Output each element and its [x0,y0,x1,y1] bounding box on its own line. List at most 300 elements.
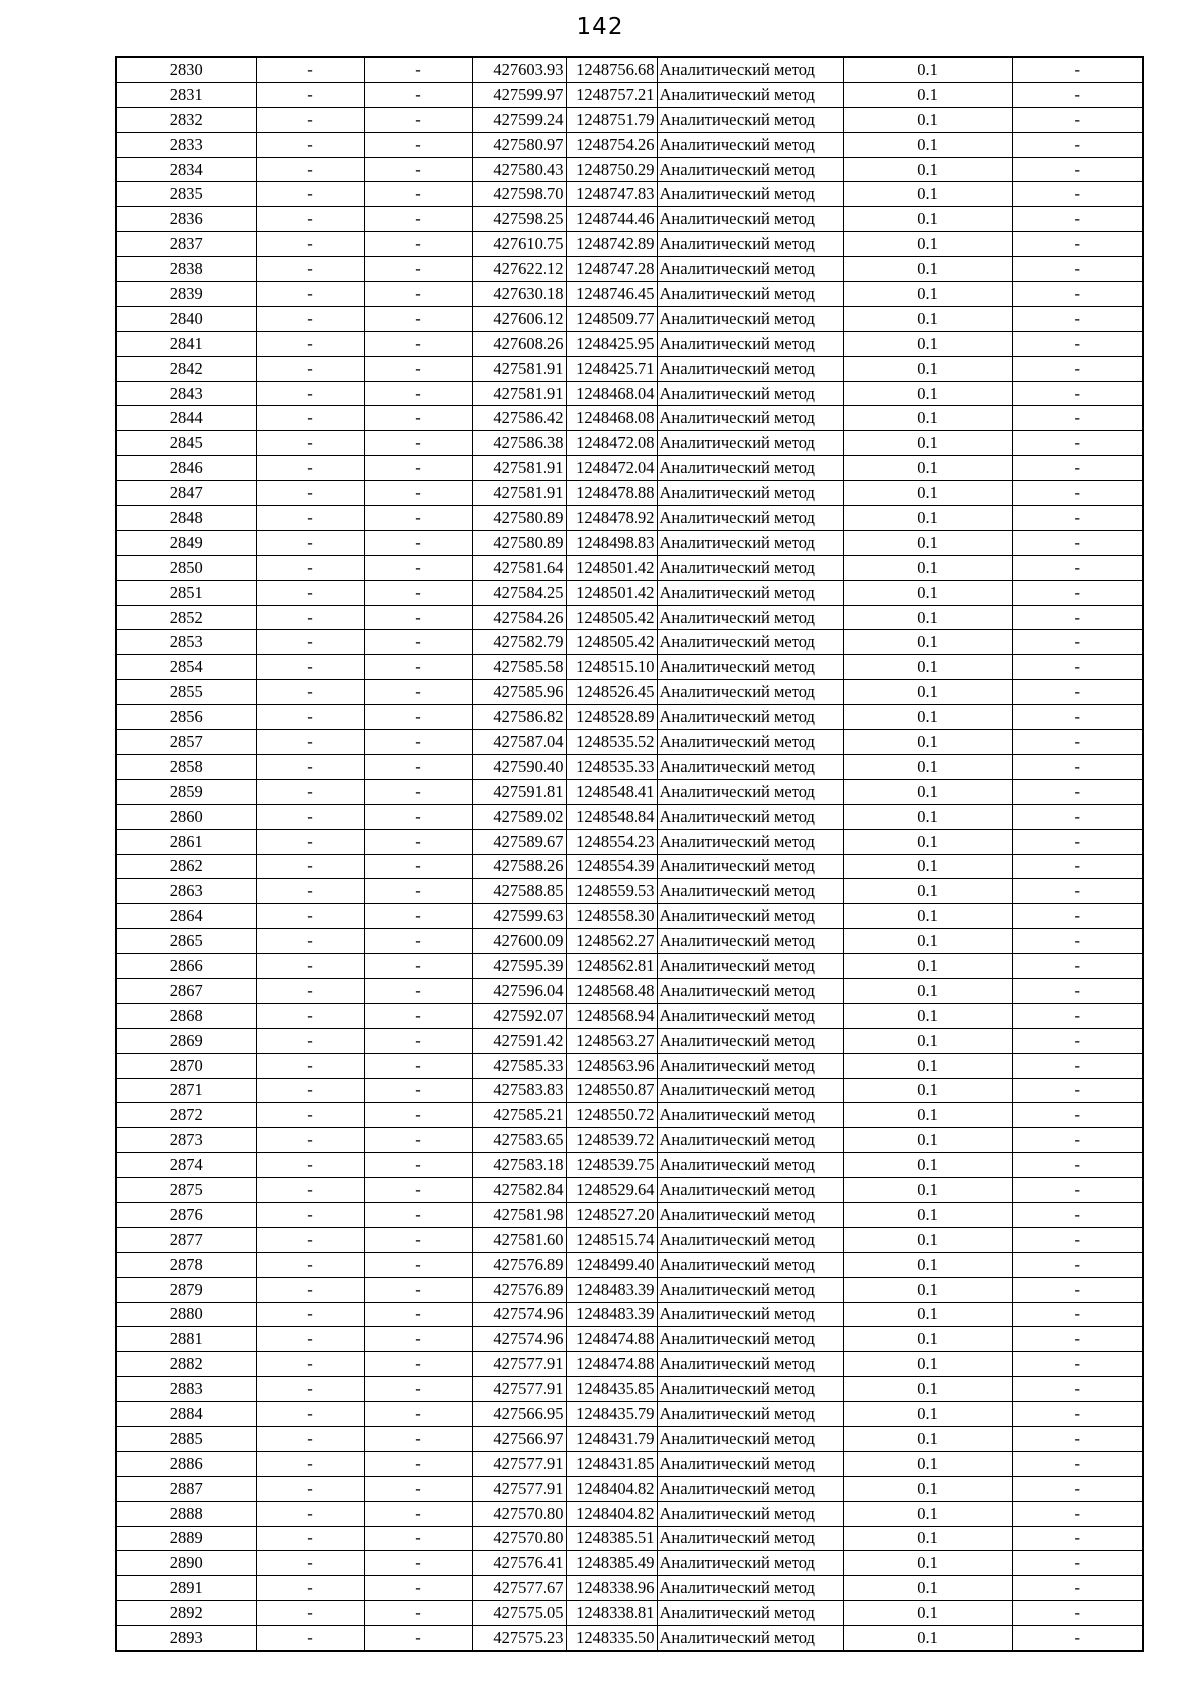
y-coordinate-cell: 1248505.42 [566,630,657,655]
method-cell: Аналитический метод [657,1576,843,1601]
dash-cell: - [364,854,472,879]
table-row [116,1476,1143,1501]
point-number-cell: 2882 [116,1352,256,1377]
table-row [116,182,1143,207]
point-number-cell: 2842 [116,356,256,381]
table-row [116,207,1143,232]
point-number-cell: 2863 [116,879,256,904]
point-number-cell: 2892 [116,1601,256,1626]
table-row [116,282,1143,307]
dash-cell: - [364,82,472,107]
x-coordinate-cell: 427584.25 [472,580,566,605]
table-row [116,1501,1143,1526]
table-row [116,1352,1143,1377]
point-number-cell: 2867 [116,978,256,1003]
table-row [116,1003,1143,1028]
x-coordinate-cell: 427581.91 [472,356,566,381]
dash-cell: - [364,107,472,132]
method-cell: Аналитический метод [657,1426,843,1451]
accuracy-cell: 0.1 [843,630,1012,655]
method-cell: Аналитический метод [657,1178,843,1203]
accuracy-cell: 0.1 [843,1252,1012,1277]
table-row [116,1451,1143,1476]
method-cell: Аналитический метод [657,1003,843,1028]
dash-cell: - [1012,1128,1143,1153]
accuracy-cell: 0.1 [843,804,1012,829]
method-cell: Аналитический метод [657,829,843,854]
y-coordinate-cell: 1248562.27 [566,929,657,954]
point-number-cell: 2868 [116,1003,256,1028]
dash-cell: - [1012,978,1143,1003]
dash-cell: - [364,282,472,307]
accuracy-cell: 0.1 [843,57,1012,82]
method-cell: Аналитический метод [657,1302,843,1327]
dash-cell: - [364,580,472,605]
x-coordinate-cell: 427574.96 [472,1302,566,1327]
dash-cell: - [364,331,472,356]
accuracy-cell: 0.1 [843,107,1012,132]
method-cell: Аналитический метод [657,555,843,580]
accuracy-cell: 0.1 [843,929,1012,954]
dash-cell: - [364,1053,472,1078]
method-cell: Аналитический метод [657,1227,843,1252]
dash-cell: - [256,804,364,829]
x-coordinate-cell: 427576.89 [472,1252,566,1277]
x-coordinate-cell: 427608.26 [472,331,566,356]
table-row [116,1526,1143,1551]
dash-cell: - [364,978,472,1003]
accuracy-cell: 0.1 [843,904,1012,929]
x-coordinate-cell: 427577.91 [472,1451,566,1476]
table-row [116,530,1143,555]
x-coordinate-cell: 427589.67 [472,829,566,854]
dash-cell: - [364,1202,472,1227]
table-row [116,1277,1143,1302]
x-coordinate-cell: 427600.09 [472,929,566,954]
point-number-cell: 2870 [116,1053,256,1078]
accuracy-cell: 0.1 [843,1053,1012,1078]
method-cell: Аналитический метод [657,954,843,979]
dash-cell: - [256,232,364,257]
x-coordinate-cell: 427580.43 [472,157,566,182]
dash-cell: - [364,182,472,207]
dash-cell: - [1012,904,1143,929]
dash-cell: - [256,157,364,182]
y-coordinate-cell: 1248404.82 [566,1501,657,1526]
x-coordinate-cell: 427583.18 [472,1153,566,1178]
y-coordinate-cell: 1248431.85 [566,1451,657,1476]
y-coordinate-cell: 1248468.04 [566,381,657,406]
dash-cell: - [1012,929,1143,954]
method-cell: Аналитический метод [657,381,843,406]
point-number-cell: 2869 [116,1028,256,1053]
dash-cell: - [256,107,364,132]
dash-cell: - [256,854,364,879]
dash-cell: - [1012,182,1143,207]
dash-cell: - [1012,257,1143,282]
point-number-cell: 2856 [116,705,256,730]
table-row [116,107,1143,132]
x-coordinate-cell: 427585.21 [472,1103,566,1128]
dash-cell: - [364,1277,472,1302]
table-row [116,132,1143,157]
point-number-cell: 2880 [116,1302,256,1327]
dash-cell: - [1012,580,1143,605]
x-coordinate-cell: 427576.89 [472,1277,566,1302]
table-row [116,779,1143,804]
dash-cell: - [1012,1626,1143,1651]
x-coordinate-cell: 427570.80 [472,1501,566,1526]
dash-cell: - [364,306,472,331]
table-row [116,506,1143,531]
point-number-cell: 2845 [116,431,256,456]
dash-cell: - [364,1526,472,1551]
point-number-cell: 2832 [116,107,256,132]
y-coordinate-cell: 1248515.74 [566,1227,657,1252]
accuracy-cell: 0.1 [843,1003,1012,1028]
accuracy-cell: 0.1 [843,506,1012,531]
dash-cell: - [1012,954,1143,979]
point-number-cell: 2843 [116,381,256,406]
dash-cell: - [256,580,364,605]
method-cell: Аналитический метод [657,182,843,207]
accuracy-cell: 0.1 [843,1426,1012,1451]
point-number-cell: 2872 [116,1103,256,1128]
method-cell: Аналитический метод [657,1078,843,1103]
dash-cell: - [256,954,364,979]
accuracy-cell: 0.1 [843,1202,1012,1227]
dash-cell: - [364,555,472,580]
y-coordinate-cell: 1248562.81 [566,954,657,979]
dash-cell: - [1012,1252,1143,1277]
dash-cell: - [364,381,472,406]
accuracy-cell: 0.1 [843,555,1012,580]
dash-cell: - [364,954,472,979]
x-coordinate-cell: 427622.12 [472,257,566,282]
dash-cell: - [256,1501,364,1526]
point-number-cell: 2887 [116,1476,256,1501]
y-coordinate-cell: 1248335.50 [566,1626,657,1651]
x-coordinate-cell: 427575.05 [472,1601,566,1626]
table-row [116,1426,1143,1451]
table-row [116,1551,1143,1576]
accuracy-cell: 0.1 [843,730,1012,755]
accuracy-cell: 0.1 [843,257,1012,282]
dash-cell: - [256,530,364,555]
dash-cell: - [1012,829,1143,854]
method-cell: Аналитический метод [657,1053,843,1078]
dash-cell: - [1012,1501,1143,1526]
point-number-cell: 2857 [116,730,256,755]
point-number-cell: 2859 [116,779,256,804]
x-coordinate-cell: 427577.67 [472,1576,566,1601]
point-number-cell: 2885 [116,1426,256,1451]
method-cell: Аналитический метод [657,207,843,232]
table-row [116,580,1143,605]
accuracy-cell: 0.1 [843,381,1012,406]
accuracy-cell: 0.1 [843,331,1012,356]
dash-cell: - [256,132,364,157]
y-coordinate-cell: 1248568.94 [566,1003,657,1028]
point-number-cell: 2873 [116,1128,256,1153]
dash-cell: - [1012,530,1143,555]
y-coordinate-cell: 1248435.79 [566,1402,657,1427]
method-cell: Аналитический метод [657,580,843,605]
dash-cell: - [1012,1601,1143,1626]
y-coordinate-cell: 1248431.79 [566,1426,657,1451]
method-cell: Аналитический метод [657,1551,843,1576]
accuracy-cell: 0.1 [843,406,1012,431]
dash-cell: - [256,1526,364,1551]
table-row [116,1327,1143,1352]
dash-cell: - [364,804,472,829]
dash-cell: - [1012,1078,1143,1103]
dash-cell: - [256,904,364,929]
point-number-cell: 2830 [116,57,256,82]
dash-cell: - [1012,779,1143,804]
y-coordinate-cell: 1248483.39 [566,1302,657,1327]
dash-cell: - [256,1302,364,1327]
dash-cell: - [1012,804,1143,829]
y-coordinate-cell: 1248526.45 [566,680,657,705]
table-row [116,1626,1143,1651]
table-row [116,1153,1143,1178]
y-coordinate-cell: 1248404.82 [566,1476,657,1501]
dash-cell: - [1012,1053,1143,1078]
accuracy-cell: 0.1 [843,1028,1012,1053]
dash-cell: - [364,1551,472,1576]
method-cell: Аналитический метод [657,530,843,555]
accuracy-cell: 0.1 [843,1178,1012,1203]
x-coordinate-cell: 427590.40 [472,754,566,779]
dash-cell: - [256,1202,364,1227]
y-coordinate-cell: 1248535.33 [566,754,657,779]
method-cell: Аналитический метод [657,630,843,655]
dash-cell: - [364,730,472,755]
dash-cell: - [1012,331,1143,356]
method-cell: Аналитический метод [657,157,843,182]
dash-cell: - [364,680,472,705]
point-number-cell: 2853 [116,630,256,655]
dash-cell: - [364,257,472,282]
x-coordinate-cell: 427599.97 [472,82,566,107]
point-number-cell: 2890 [116,1551,256,1576]
dash-cell: - [364,456,472,481]
method-cell: Аналитический метод [657,1526,843,1551]
dash-cell: - [1012,730,1143,755]
coordinates-table [115,56,1144,1652]
method-cell: Аналитический метод [657,929,843,954]
y-coordinate-cell: 1248747.83 [566,182,657,207]
dash-cell: - [256,182,364,207]
y-coordinate-cell: 1248548.84 [566,804,657,829]
x-coordinate-cell: 427586.42 [472,406,566,431]
y-coordinate-cell: 1248505.42 [566,605,657,630]
method-cell: Аналитический метод [657,132,843,157]
table-row [116,381,1143,406]
point-number-cell: 2849 [116,530,256,555]
table-row [116,978,1143,1003]
method-cell: Аналитический метод [657,680,843,705]
x-coordinate-cell: 427577.91 [472,1352,566,1377]
y-coordinate-cell: 1248746.45 [566,282,657,307]
y-coordinate-cell: 1248501.42 [566,555,657,580]
dash-cell: - [364,431,472,456]
dash-cell: - [1012,1103,1143,1128]
table-row [116,431,1143,456]
point-number-cell: 2879 [116,1277,256,1302]
accuracy-cell: 0.1 [843,1103,1012,1128]
y-coordinate-cell: 1248747.28 [566,257,657,282]
x-coordinate-cell: 427584.26 [472,605,566,630]
accuracy-cell: 0.1 [843,1576,1012,1601]
method-cell: Аналитический метод [657,1451,843,1476]
x-coordinate-cell: 427588.85 [472,879,566,904]
accuracy-cell: 0.1 [843,854,1012,879]
table-row [116,306,1143,331]
dash-cell: - [256,506,364,531]
method-cell: Аналитический метод [657,107,843,132]
dash-cell: - [1012,431,1143,456]
x-coordinate-cell: 427581.91 [472,456,566,481]
dash-cell: - [256,1078,364,1103]
y-coordinate-cell: 1248756.68 [566,57,657,82]
x-coordinate-cell: 427586.38 [472,431,566,456]
dash-cell: - [364,1576,472,1601]
x-coordinate-cell: 427592.07 [472,1003,566,1028]
x-coordinate-cell: 427581.98 [472,1202,566,1227]
y-coordinate-cell: 1248478.92 [566,506,657,531]
method-cell: Аналитический метод [657,481,843,506]
dash-cell: - [364,1426,472,1451]
y-coordinate-cell: 1248527.20 [566,1202,657,1227]
x-coordinate-cell: 427599.63 [472,904,566,929]
table-row [116,929,1143,954]
dash-cell: - [364,1327,472,1352]
x-coordinate-cell: 427581.91 [472,481,566,506]
x-coordinate-cell: 427566.95 [472,1402,566,1427]
method-cell: Аналитический метод [657,406,843,431]
y-coordinate-cell: 1248468.08 [566,406,657,431]
y-coordinate-cell: 1248568.48 [566,978,657,1003]
dash-cell: - [256,306,364,331]
method-cell: Аналитический метод [657,431,843,456]
point-number-cell: 2865 [116,929,256,954]
y-coordinate-cell: 1248478.88 [566,481,657,506]
method-cell: Аналитический метод [657,232,843,257]
point-number-cell: 2852 [116,605,256,630]
dash-cell: - [256,207,364,232]
dash-cell: - [1012,655,1143,680]
point-number-cell: 2881 [116,1327,256,1352]
dash-cell: - [364,779,472,804]
dash-cell: - [364,406,472,431]
y-coordinate-cell: 1248474.88 [566,1352,657,1377]
dash-cell: - [364,1128,472,1153]
y-coordinate-cell: 1248338.96 [566,1576,657,1601]
dash-cell: - [256,57,364,82]
accuracy-cell: 0.1 [843,1153,1012,1178]
method-cell: Аналитический метод [657,57,843,82]
dash-cell: - [364,655,472,680]
method-cell: Аналитический метод [657,1476,843,1501]
y-coordinate-cell: 1248558.30 [566,904,657,929]
table-row [116,954,1143,979]
dash-cell: - [256,1128,364,1153]
point-number-cell: 2862 [116,854,256,879]
table-row [116,1227,1143,1252]
point-number-cell: 2855 [116,680,256,705]
accuracy-cell: 0.1 [843,829,1012,854]
dash-cell: - [364,1501,472,1526]
table-row [116,879,1143,904]
x-coordinate-cell: 427603.93 [472,57,566,82]
dash-cell: - [256,1003,364,1028]
method-cell: Аналитический метод [657,1277,843,1302]
point-number-cell: 2850 [116,555,256,580]
y-coordinate-cell: 1248338.81 [566,1601,657,1626]
y-coordinate-cell: 1248535.52 [566,730,657,755]
x-coordinate-cell: 427580.89 [472,506,566,531]
accuracy-cell: 0.1 [843,580,1012,605]
y-coordinate-cell: 1248757.21 [566,82,657,107]
dash-cell: - [256,829,364,854]
method-cell: Аналитический метод [657,879,843,904]
point-number-cell: 2840 [116,306,256,331]
table-row [116,1302,1143,1327]
x-coordinate-cell: 427575.23 [472,1626,566,1651]
x-coordinate-cell: 427598.70 [472,182,566,207]
y-coordinate-cell: 1248472.08 [566,431,657,456]
point-number-cell: 2877 [116,1227,256,1252]
method-cell: Аналитический метод [657,1153,843,1178]
method-cell: Аналитический метод [657,655,843,680]
table-row [116,57,1143,82]
dash-cell: - [364,829,472,854]
point-number-cell: 2834 [116,157,256,182]
table-row [116,1053,1143,1078]
accuracy-cell: 0.1 [843,481,1012,506]
y-coordinate-cell: 1248559.53 [566,879,657,904]
x-coordinate-cell: 427586.82 [472,705,566,730]
dash-cell: - [256,879,364,904]
table-row [116,1576,1143,1601]
dash-cell: - [256,381,364,406]
x-coordinate-cell: 427581.64 [472,555,566,580]
point-number-cell: 2871 [116,1078,256,1103]
accuracy-cell: 0.1 [843,1626,1012,1651]
table-row [116,705,1143,730]
point-number-cell: 2858 [116,754,256,779]
dash-cell: - [1012,1426,1143,1451]
x-coordinate-cell: 427577.91 [472,1476,566,1501]
accuracy-cell: 0.1 [843,879,1012,904]
accuracy-cell: 0.1 [843,1501,1012,1526]
dash-cell: - [1012,680,1143,705]
x-coordinate-cell: 427599.24 [472,107,566,132]
accuracy-cell: 0.1 [843,157,1012,182]
dash-cell: - [1012,232,1143,257]
dash-cell: - [1012,481,1143,506]
y-coordinate-cell: 1248539.72 [566,1128,657,1153]
y-coordinate-cell: 1248550.87 [566,1078,657,1103]
dash-cell: - [256,456,364,481]
y-coordinate-cell: 1248425.71 [566,356,657,381]
table-row [116,456,1143,481]
accuracy-cell: 0.1 [843,1601,1012,1626]
dash-cell: - [1012,1277,1143,1302]
table-row [116,904,1143,929]
